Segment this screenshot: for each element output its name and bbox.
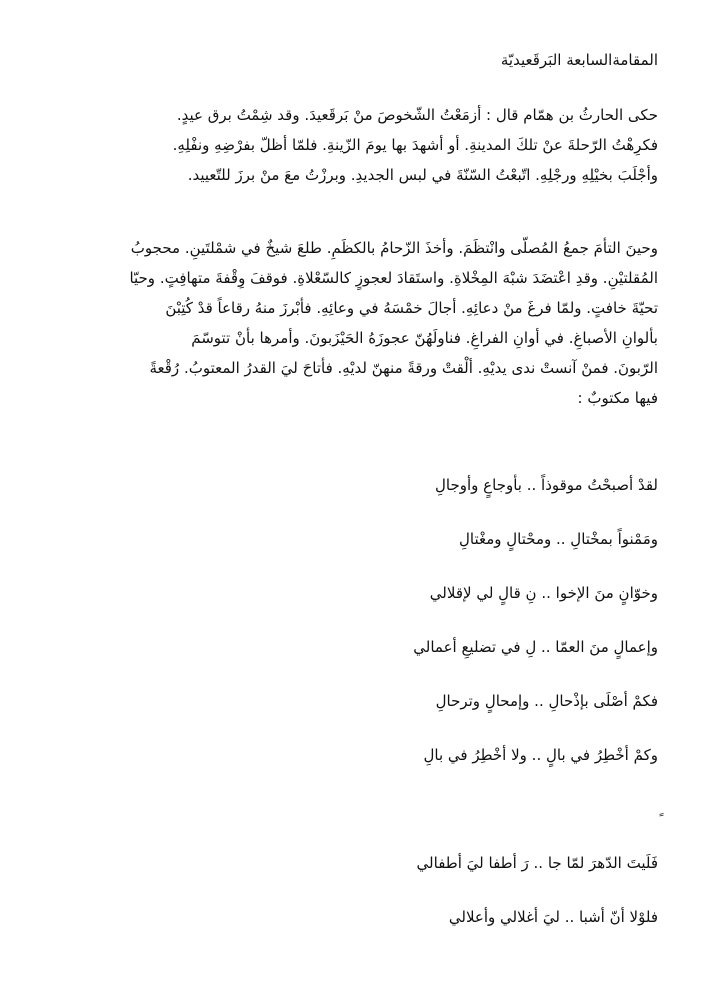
verse-separator-mark [60, 794, 658, 848]
poem-verse: لقدْ أصبحْتُ موقوذاً .. بأوجاعٍ وأوجالِ [435, 476, 658, 494]
text-line: فيها مكتوبٌ : [577, 389, 658, 407]
poem-verse: فكمْ أصْلَى بإذْحالِ .. وإمحالٍ وترحالِ [435, 692, 658, 710]
text-line: وأجْلَبَ بخيْلِهِ ورجْلِهِ. اتّبعْتُ السّنّةَ في لبس الجديدِ. وبرزْتُ معَ منْ برزَ للتّعييد. [187, 166, 658, 184]
text-line: تحيّةَ خافتٍ. ولمّا فرغَ منْ دعائِهِ. أجالَ خمْسَهُ في وعائِهِ. فأبْرزَ منهُ رقاعاً قدْ كُتِبْنَ [165, 299, 658, 317]
text-line: فكرِهْتُ الرّحلةَ عنْ تلكَ المدينةِ. أو أشهدَ بها يومَ الزّينةِ. فلمّا أظلّ بفرْضِهِ ونفْلِهِ. [172, 136, 658, 154]
poem-verse: وكمْ أخْطِرُ في بالٍ .. ولا أخْطِرُ في بالِ [423, 746, 658, 764]
poem-verse: ومَمْنواً بمخْتالِ .. ومحْتالٍ ومغْتالِ [459, 530, 658, 548]
poem-verse: وخوّانٍ منَ الإخوا .. نِ قالٍ لي لإقلالي [429, 584, 658, 602]
poem-verse: فلوْلا أنّ أشبا .. ليَ أغلالي وأعلالي [448, 908, 658, 926]
text-line: المُقلتيْنِ. وقدِ اعْتضَدَ شبْهَ المِخْلاةِ. واستَقادَ لعجوزٍ كالسّعْلاةِ. فوقفَ وِقْفةَ متهافِتٍ. وحيّا [129, 269, 658, 287]
text-line: بألوانِ الأصباغِ. في أوانِ الفراغِ. فناولَهُنّ عجوزَهُ الحَيْزَبونَ. وأمرها بأنْ تتوسّمَ [191, 329, 658, 347]
narrative-paragraph-2 [60, 233, 658, 413]
narrative-paragraph-1 [60, 100, 658, 190]
maqama-title: المقامةالسابعة البَرقَعيديّة [500, 51, 658, 69]
text-line: وحينَ التأمَ جمعُ المُصلّى وانْتظَمَ. وأخذَ الزّحامُ بالكظَمِ. طلعَ شيخٌ في شمْلتَينِ. محجوبُ [130, 239, 658, 257]
poem-verse: وإعمالٍ منَ العمّا .. لِ في تضليعِ أعمالي [413, 638, 658, 656]
text-line: حكى الحارثُ بن همّام قال : أزمَعْتُ الشّخوصَ منْ بَرقَعيدَ. وقد شِمْتُ برق عيدٍ. [176, 106, 658, 124]
poem-verses [60, 470, 658, 956]
poem-verse: فَلَيتَ الدّهرَ لمّا جا .. رَ أطفا ليَ أطفالي [416, 854, 658, 872]
text-line: الرّبونَ. فمنْ آنستْ ندى يديْهِ. ألْقتْ ورقةً منهنّ لديْهِ. فأتاحَ ليَ القدرُ المعتوبُ. رُقْعةً [149, 359, 658, 377]
